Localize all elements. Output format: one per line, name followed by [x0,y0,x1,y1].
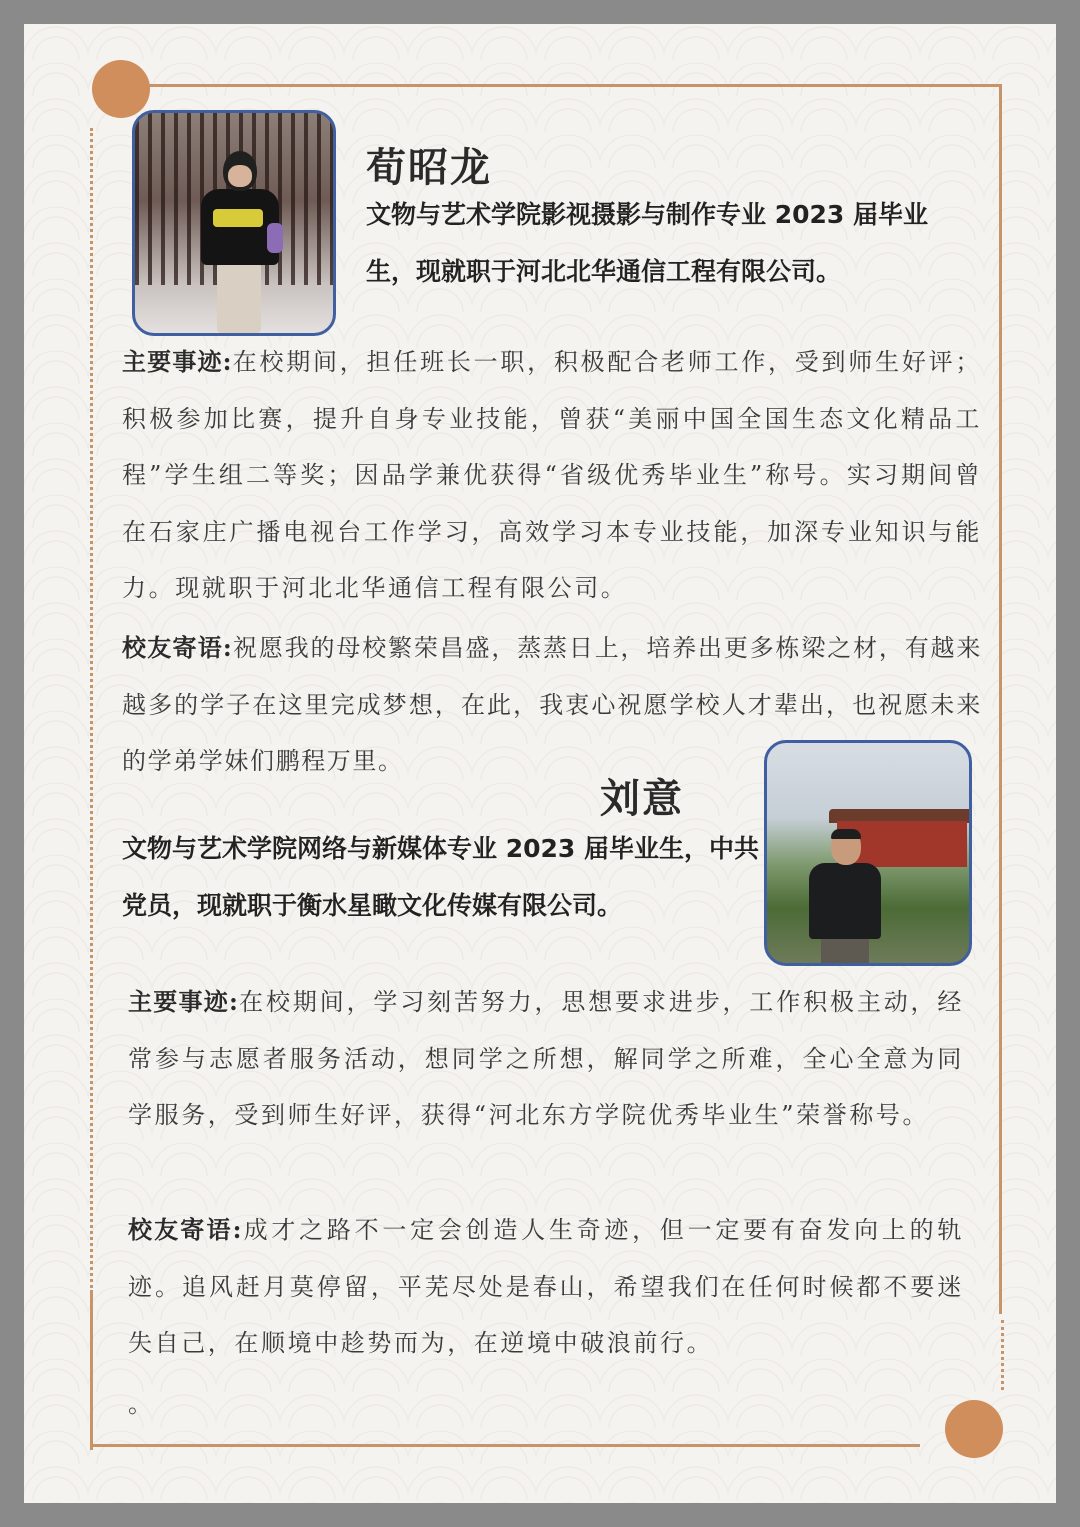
achievements-label: 主要事迹: [122,347,233,376]
frame-bottom-line [90,1444,920,1447]
alumni-achievements-1 [122,334,982,617]
photo-person [807,829,883,963]
achievements-text: 在校期间，担任班长一职，积极配合老师工作，受到师生好评；积极参加比赛，提升自身专业技能，曾获“美丽中国全国生态文化精品工程”学生组二等奖；因品学兼优获得“省级优秀毕业生”称号。实习期间曾在石家庄广播电视台工作学习，高效学习本专业技能，加深专业知识与能力。现就职于河北北华通信工程有限公司。 [122,348,982,602]
alumni-intro-2: 文物与艺术学院网络与新媒体专业 2023 届毕业生，中共党员，现就职于衡水星瞰文化传媒有限公司。 [122,834,759,920]
achievements-text: 在校期间，学习刻苦努力，思想要求进步，工作积极主动，经常参与志愿者服务活动，想同学之所想，解同学之所难，全心全意为同学服务，受到师生好评，获得“河北东方学院优秀毕业生”荣誉称号。 [128,988,965,1129]
message-label: 校友寄语: [122,633,233,662]
achievements-label: 主要事迹: [128,987,239,1016]
message-label: 校友寄语: [128,1215,243,1244]
message-text: 祝愿我的母校繁荣昌盛，蒸蒸日上，培养出更多栋梁之材，有越来越多的学子在这里完成梦想，在此，我衷心祝愿学校人才辈出，也祝愿未来的学弟学妹们鹏程万里。 [122,634,982,775]
photo-person [197,151,281,333]
frame-top-line [120,84,1002,87]
alumni-achievements-2 [128,974,964,1144]
alumni-message-2 [128,1202,964,1372]
trailing-mark: 。 [128,1390,155,1418]
frame-left-line [90,1290,93,1450]
decor-circle-bottom-right [945,1400,1003,1458]
alumni-photo-1 [132,110,336,336]
alumni-name-1: 荀昭龙 [366,145,492,191]
decor-circle-top-left [92,60,150,118]
frame-left-dotted-line [90,128,93,1288]
frame-right-line [999,84,1002,1314]
alumni-name-2: 刘意 [600,776,684,822]
alumni-photo-2 [764,740,972,966]
alumni-intro-1: 文物与艺术学院影视摄影与制作专业 2023 届毕业生，现就职于河北北华通信工程有限公司。 [366,200,928,286]
frame-right-dotted-line [1001,1320,1004,1390]
message-text: 成才之路不一定会创造人生奇迹，但一定要有奋发向上的轨迹。追风赶月莫停留，平芜尽处是春山，希望我们在任何时候都不要迷失自己，在顺境中趁势而为，在逆境中破浪前行。 [128,1216,964,1357]
